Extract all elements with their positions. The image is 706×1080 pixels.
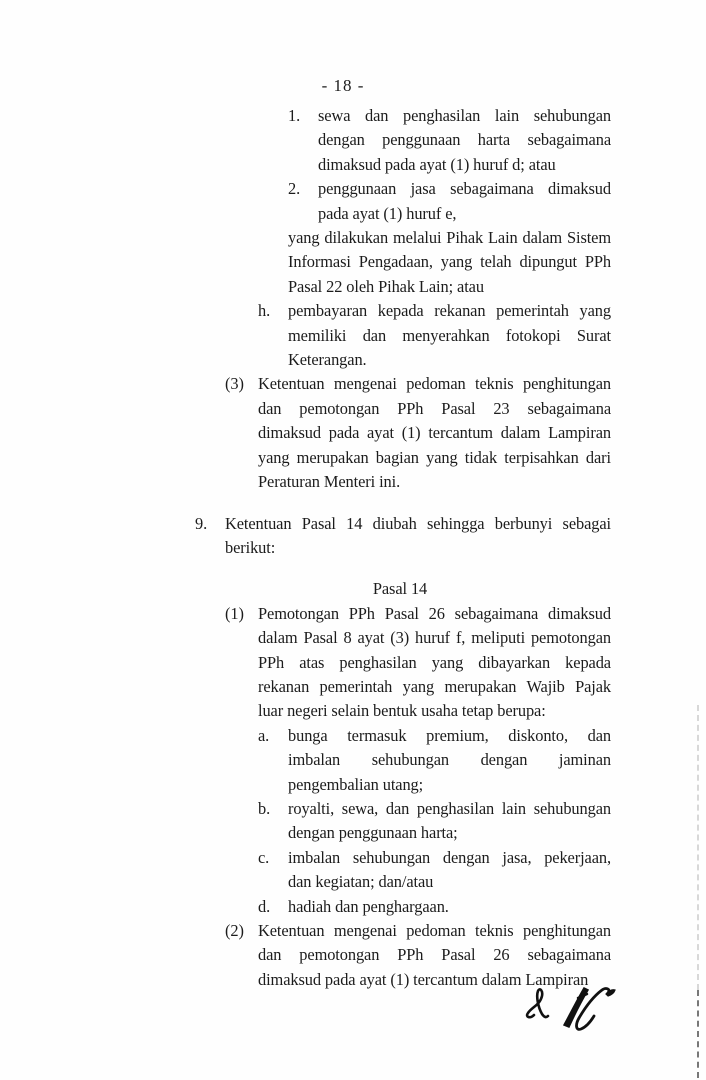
text-line: Informasi Pengadaan, yang telah dipungut PPh xyxy=(288,252,611,272)
list-marker: a. xyxy=(258,725,270,745)
text-line: Ketentuan Pasal 14 diubah sehingga berbunyi sebagai xyxy=(225,513,611,533)
document-body xyxy=(0,104,706,992)
paragraph-lines xyxy=(258,602,611,724)
signature-initials-mark xyxy=(520,980,635,1052)
list-marker: 9. xyxy=(195,513,208,533)
paragraph xyxy=(225,372,706,494)
text-line: dimaksud pada ayat (1) tercantum dalam Lampiran xyxy=(258,423,611,443)
text-line: Peraturan Menteri ini. xyxy=(258,472,401,492)
text-line: imbalan sehubungan dengan jasa, pekerjaan, xyxy=(288,847,611,867)
paragraph xyxy=(225,602,706,724)
paragraph-lines xyxy=(225,512,611,561)
article-heading xyxy=(225,577,706,601)
text-line: dimaksud pada ayat (1) tercantum dalam Lampiran xyxy=(258,969,589,989)
text-line: rekanan pemerintah yang merupakan Wajib Pajak xyxy=(258,676,611,696)
paragraph xyxy=(258,797,706,846)
paragraph-lines xyxy=(288,724,611,797)
text-line: dimaksud pada ayat (1) huruf d; atau xyxy=(318,154,556,174)
paragraph xyxy=(288,177,706,226)
paragraph xyxy=(258,895,706,919)
paragraph-lines xyxy=(288,797,611,846)
paragraph-lines xyxy=(288,895,611,919)
text-line: dalam Pasal 8 ayat (3) huruf f, meliputi pemotongan xyxy=(258,628,611,648)
text-line: PPh atas penghasilan yang dibayarkan kepada xyxy=(258,652,611,672)
text-line: pada ayat (1) huruf e, xyxy=(318,203,457,223)
paragraph-lines xyxy=(225,577,575,601)
text-line: Pasal 14 xyxy=(372,579,428,599)
list-marker: d. xyxy=(258,896,271,916)
paragraph-lines xyxy=(318,177,611,226)
text-line: royalti, sewa, dan penghasilan lain sehubungan xyxy=(288,798,611,818)
paragraph xyxy=(258,846,706,895)
text-line: yang merupakan bagian yang tidak terpisahkan dari xyxy=(258,447,611,467)
list-marker: (3) xyxy=(225,374,244,394)
paragraph-lines xyxy=(288,226,611,299)
text-line: penggunaan jasa sebagaimana dimaksud xyxy=(318,179,611,199)
list-marker: c. xyxy=(258,847,270,867)
scan-artifact-line-dark xyxy=(697,990,699,1078)
text-line: bunga termasuk premium, diskonto, dan xyxy=(288,725,611,745)
page-number: - 18 - xyxy=(321,76,365,95)
text-line: dengan penggunaan harta sebagaimana xyxy=(318,130,611,150)
text-line: memiliki dan menyerahkan fotokopi Surat xyxy=(288,325,611,345)
text-line: hadiah dan penghargaan. xyxy=(288,896,449,916)
text-line: sewa dan penghasilan lain sehubungan xyxy=(318,106,611,125)
text-line: Pasal 22 oleh Pihak Lain; atau xyxy=(288,276,484,296)
scan-artifact-line-faint xyxy=(697,705,699,990)
list-marker: 1. xyxy=(288,106,301,125)
text-line: imbalan sehubungan dengan jaminan xyxy=(288,750,611,770)
paragraph-lines xyxy=(288,299,611,372)
paragraph-lines xyxy=(258,372,611,494)
list-marker: 2. xyxy=(288,179,301,199)
list-marker: h. xyxy=(258,301,271,321)
paragraph xyxy=(258,724,706,797)
text-line: Pemotongan PPh Pasal 26 sebagaimana dimaksud xyxy=(258,603,611,623)
text-line: Ketentuan mengenai pedoman teknis penghitungan xyxy=(258,374,611,394)
paragraph xyxy=(195,512,706,561)
text-line: pengembalian utang; xyxy=(288,774,424,794)
paragraph xyxy=(258,299,706,372)
text-line: dan kegiatan; dan/atau xyxy=(288,872,434,892)
text-line: dengan penggunaan harta; xyxy=(288,823,458,843)
list-marker: b. xyxy=(258,798,271,818)
text-line: berikut: xyxy=(225,537,276,557)
text-line: dan pemotongan PPh Pasal 23 sebagaimana xyxy=(258,398,611,418)
text-line: luar negeri selain bentuk usaha tetap berupa: xyxy=(258,701,546,721)
list-marker: (2) xyxy=(225,921,244,940)
paragraph xyxy=(288,226,706,299)
text-line: yang dilakukan melalui Pihak Lain dalam Sistem xyxy=(288,228,611,248)
text-line: pembayaran kepada rekanan pemerintah yang xyxy=(288,301,611,321)
paragraph-lines xyxy=(288,846,611,895)
paragraph-lines xyxy=(318,104,611,177)
list-marker: (1) xyxy=(225,603,244,623)
text-line: dan pemotongan PPh Pasal 26 sebagaimana xyxy=(258,945,611,965)
paragraph xyxy=(288,104,706,177)
text-line: Keterangan. xyxy=(288,350,367,370)
text-line: Ketentuan mengenai pedoman teknis penghitungan xyxy=(258,921,611,940)
